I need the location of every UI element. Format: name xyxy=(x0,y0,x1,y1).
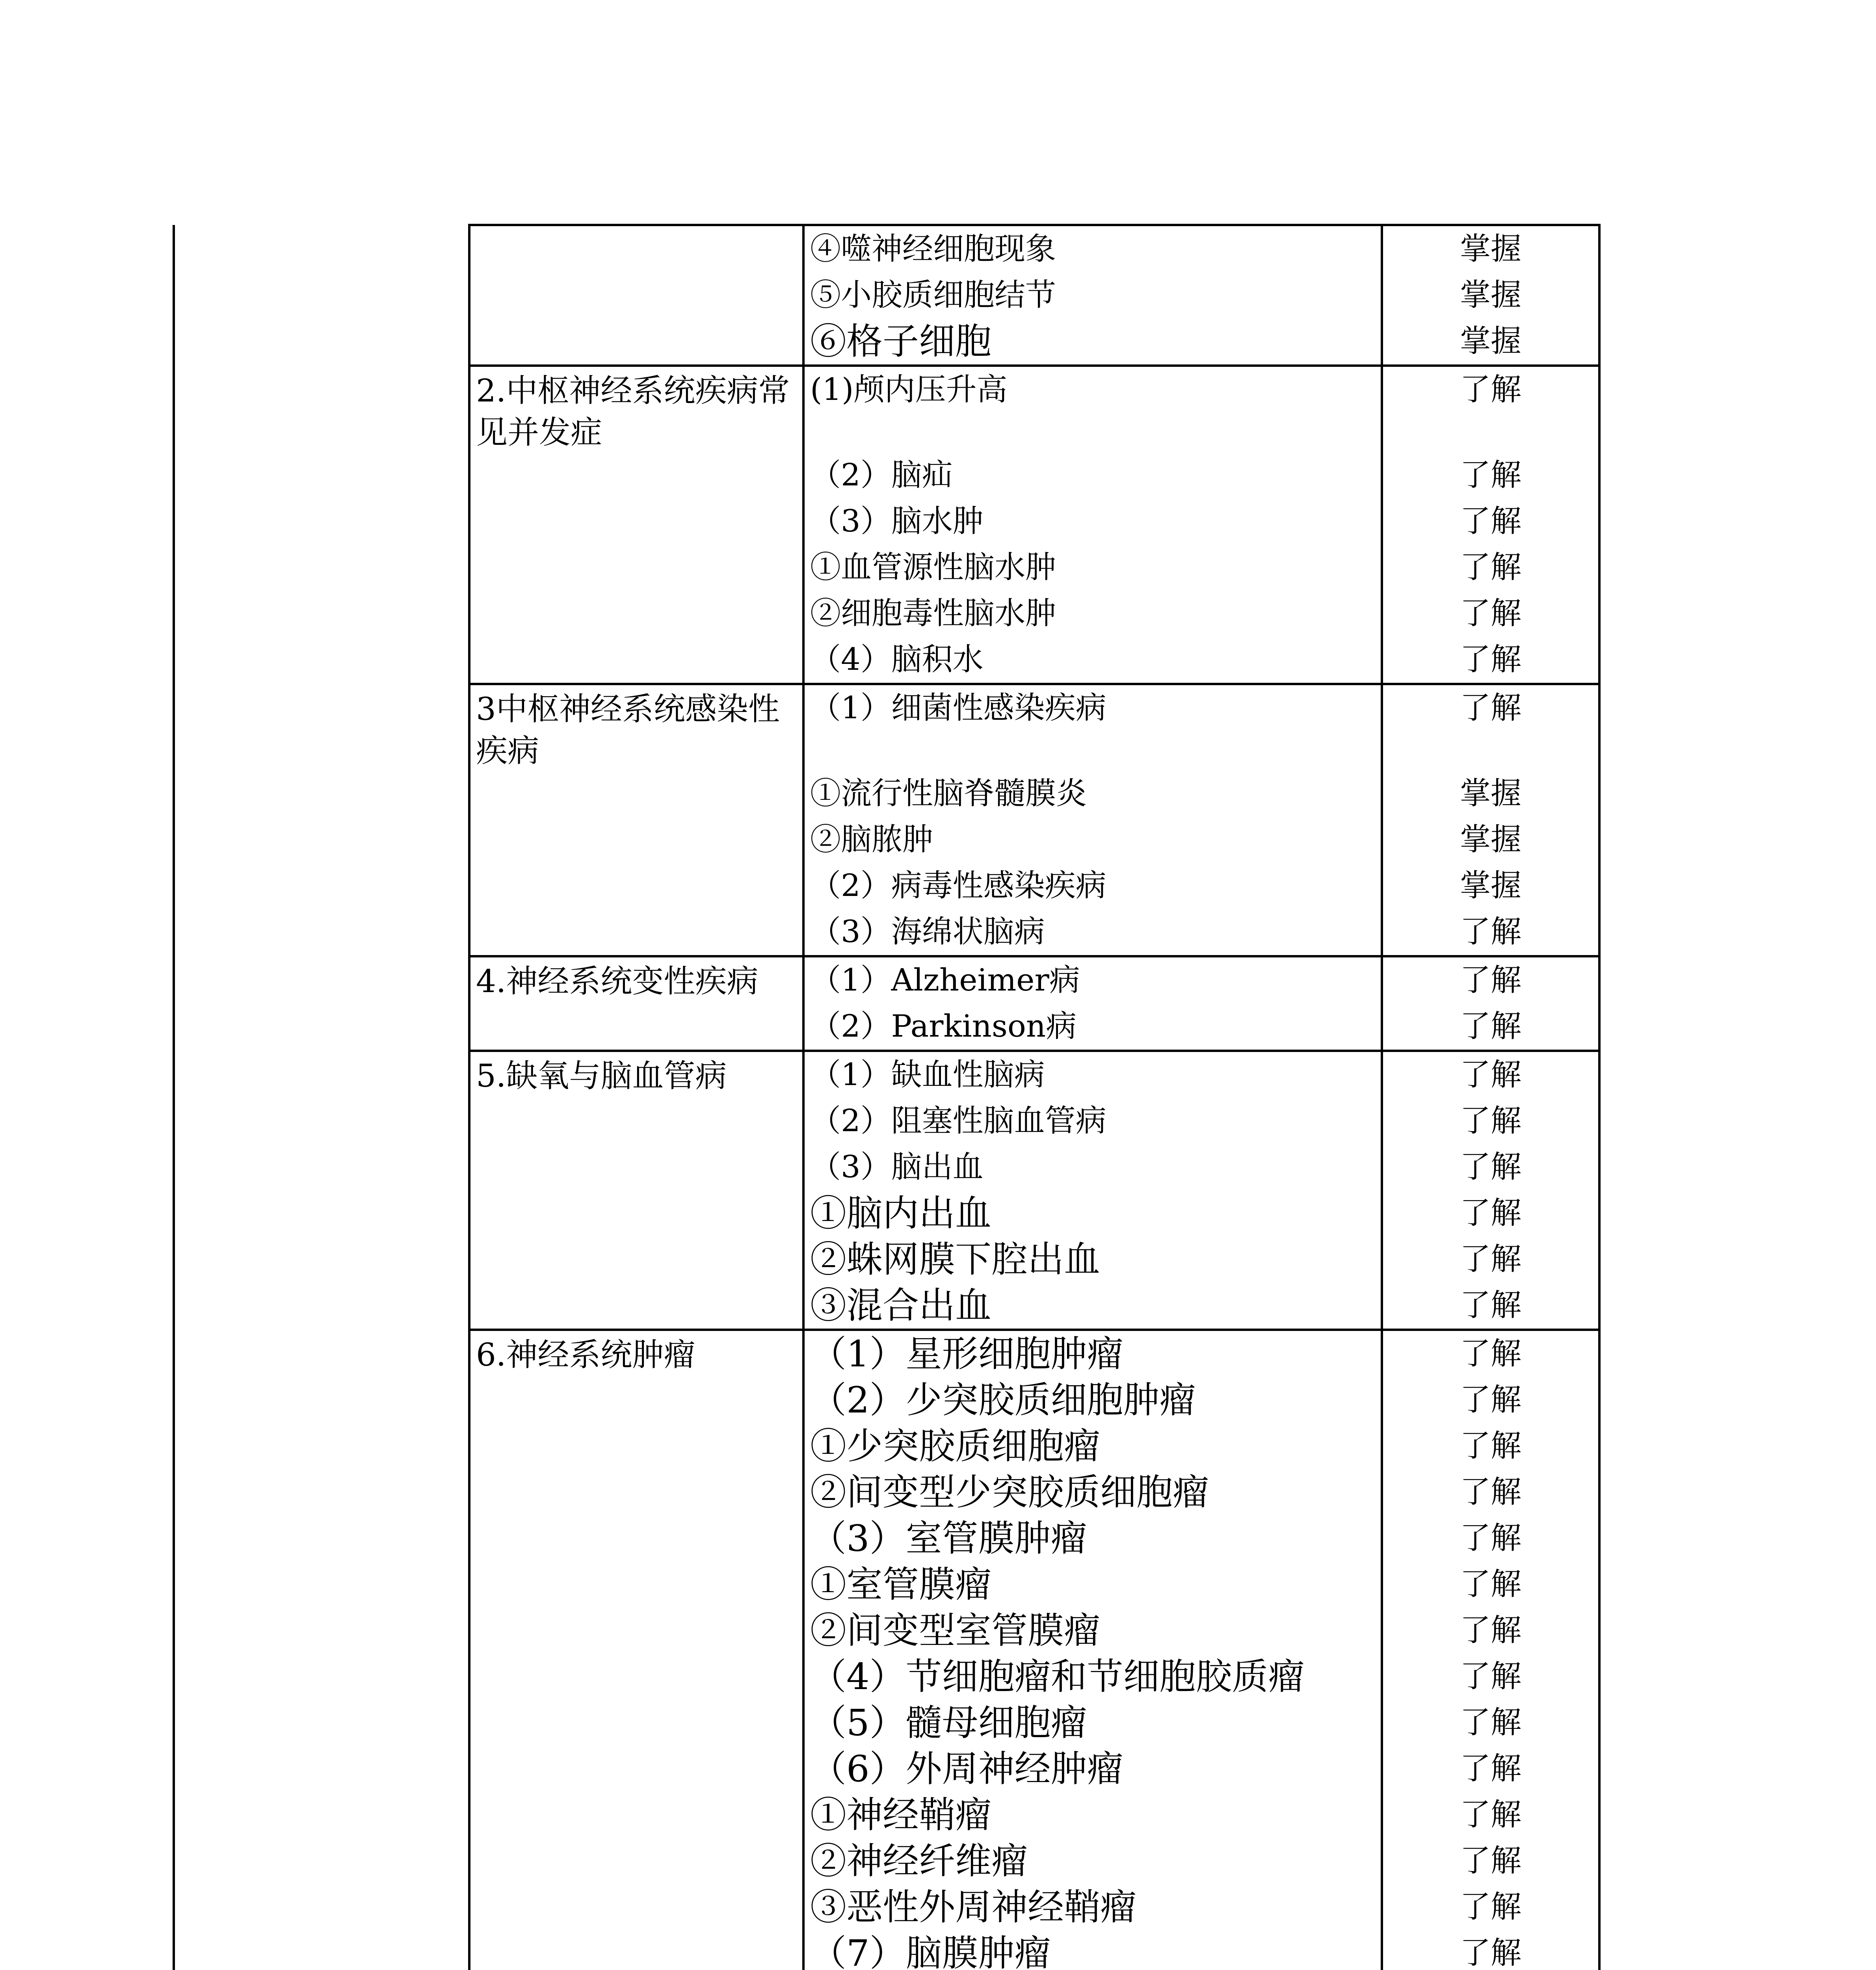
content-item: （3）海绵状脑病 xyxy=(810,914,1045,950)
spacer xyxy=(1389,413,1593,452)
topic-cell xyxy=(469,225,803,366)
content-item: ②间变型少突胶质细胞瘤 xyxy=(810,1471,1209,1513)
content-item: （1）星形细胞肿瘤 xyxy=(810,1333,1123,1375)
level-item: 了解 xyxy=(1460,1428,1521,1464)
level-item: 了解 xyxy=(1460,1149,1521,1185)
spacer xyxy=(810,413,1375,452)
level-cell xyxy=(1382,1051,1599,1330)
content-item: ①神经鞘瘤 xyxy=(810,1794,992,1836)
topic-label: 6.神经系统肿瘤 xyxy=(476,1336,695,1373)
syllabus-table xyxy=(173,224,1601,1970)
topic-cell xyxy=(469,1051,803,1330)
level-item: 了解 xyxy=(1460,1336,1521,1372)
level-item: 了解 xyxy=(1460,914,1521,950)
level-cell xyxy=(1382,225,1599,366)
content-item: （3）室管膜肿瘤 xyxy=(810,1517,1087,1559)
level-item: 了解 xyxy=(1460,963,1521,998)
content-cell xyxy=(803,225,1382,366)
level-item: 了解 xyxy=(1460,1241,1521,1277)
content-item: ②神经纤维瘤 xyxy=(810,1840,1028,1882)
content-item: ②间变型室管膜瘤 xyxy=(810,1609,1101,1652)
level-cell xyxy=(1382,366,1599,684)
content-item: （2）Parkinson病 xyxy=(810,1009,1077,1044)
level-item: 掌握 xyxy=(1460,277,1521,313)
level-item: 了解 xyxy=(1460,457,1521,493)
content-item: （4）脑积水 xyxy=(810,642,984,677)
level-item: 掌握 xyxy=(1460,231,1521,267)
level-item: 了解 xyxy=(1460,1288,1521,1323)
level-item: 了解 xyxy=(1460,1103,1521,1139)
content-item: ②蛛网膜下腔出血 xyxy=(810,1238,1101,1280)
content-item: （2）脑疝 xyxy=(810,457,953,493)
content-item: （1）Alzheimer病 xyxy=(810,963,1080,998)
content-item: ①室管膜瘤 xyxy=(810,1563,992,1606)
level-item: 了解 xyxy=(1460,1751,1521,1786)
level-item: 了解 xyxy=(1460,550,1521,585)
content-item: ②细胞毒性脑水肿 xyxy=(810,596,1056,631)
level-item: 掌握 xyxy=(1460,868,1521,903)
content-item: （1）缺血性脑病 xyxy=(810,1057,1045,1093)
content-cell xyxy=(803,1051,1382,1330)
topic-label: 2.中枢神经系统疾病常见并发症 xyxy=(476,372,790,451)
spacer xyxy=(1389,731,1593,771)
level-item: 了解 xyxy=(1460,1567,1521,1602)
level-item: 了解 xyxy=(1460,642,1521,677)
level-item: 了解 xyxy=(1460,1889,1521,1925)
table-row xyxy=(174,225,1599,366)
level-item: 了解 xyxy=(1460,504,1521,539)
content-cell xyxy=(803,1330,1382,1970)
section-label xyxy=(180,225,463,228)
level-item: 掌握 xyxy=(1460,822,1521,857)
content-item: （3）脑水肿 xyxy=(810,504,984,539)
level-item: 了解 xyxy=(1460,1520,1521,1556)
topic-label: 3中枢神经系统感染性疾病 xyxy=(476,691,780,769)
content-item: ①少突胶质细胞瘤 xyxy=(810,1425,1101,1467)
topic-label xyxy=(476,226,797,229)
content-item: （4）节细胞瘤和节细胞胶质瘤 xyxy=(810,1656,1305,1698)
content-item: ①血管源性脑水肿 xyxy=(810,550,1056,585)
level-item: 了解 xyxy=(1460,1613,1521,1648)
level-item: 了解 xyxy=(1460,1195,1521,1231)
content-item: （2）少突胶质细胞肿瘤 xyxy=(810,1379,1196,1421)
level-item: 了解 xyxy=(1460,1057,1521,1093)
content-item: ⑤小胶质细胞结节 xyxy=(810,277,1056,313)
content-item: ①流行性脑脊髓膜炎 xyxy=(810,776,1087,811)
topic-label: 4.神经系统变性疾病 xyxy=(476,963,759,1000)
level-item: 了解 xyxy=(1460,1843,1521,1879)
level-item: 了解 xyxy=(1460,1935,1521,1970)
level-cell xyxy=(1382,684,1599,956)
content-item: （6）外周神经肿瘤 xyxy=(810,1748,1123,1790)
content-item: （3）脑出血 xyxy=(810,1149,984,1185)
level-item: 了解 xyxy=(1460,1797,1521,1832)
level-cell xyxy=(1382,1330,1599,1970)
content-item: ③恶性外周神经鞘瘤 xyxy=(810,1886,1137,1928)
content-item: （5）髓母细胞瘤 xyxy=(810,1702,1087,1744)
content-item: ④噬神经细胞现象 xyxy=(810,231,1056,267)
topic-cell xyxy=(469,1330,803,1970)
level-cell xyxy=(1382,956,1599,1051)
content-item: ②脑脓肿 xyxy=(810,822,933,857)
content-item: （7）脑膜肿瘤 xyxy=(810,1932,1051,1970)
content-cell xyxy=(803,956,1382,1051)
topic-cell xyxy=(469,684,803,956)
level-item: 了解 xyxy=(1460,1705,1521,1740)
content-item: ③混合出血 xyxy=(810,1284,992,1327)
content-item: （2）阻塞性脑血管病 xyxy=(810,1103,1106,1139)
topic-label: 5.缺氧与脑血管病 xyxy=(476,1057,727,1094)
content-item: （2）病毒性感染疾病 xyxy=(810,868,1106,903)
section-cell xyxy=(174,225,469,1970)
level-item: 了解 xyxy=(1460,1474,1521,1510)
level-item: 了解 xyxy=(1460,1659,1521,1694)
level-item: 了解 xyxy=(1460,372,1521,407)
topic-cell xyxy=(469,366,803,684)
content-cell xyxy=(803,366,1382,684)
level-item: 了解 xyxy=(1460,1382,1521,1418)
content-item: ①脑内出血 xyxy=(810,1192,992,1234)
spacer xyxy=(810,731,1375,771)
level-item: 了解 xyxy=(1460,690,1521,726)
level-item: 了解 xyxy=(1460,1009,1521,1044)
content-item: （1）细菌性感染疾病 xyxy=(810,690,1106,726)
content-cell xyxy=(803,684,1382,956)
level-item: 掌握 xyxy=(1460,323,1521,359)
topic-cell xyxy=(469,956,803,1051)
content-item: (1)颅内压升高 xyxy=(810,372,1008,407)
level-item: 掌握 xyxy=(1460,776,1521,811)
content-item: ⑥格子细胞 xyxy=(810,320,992,362)
level-item: 了解 xyxy=(1460,596,1521,631)
